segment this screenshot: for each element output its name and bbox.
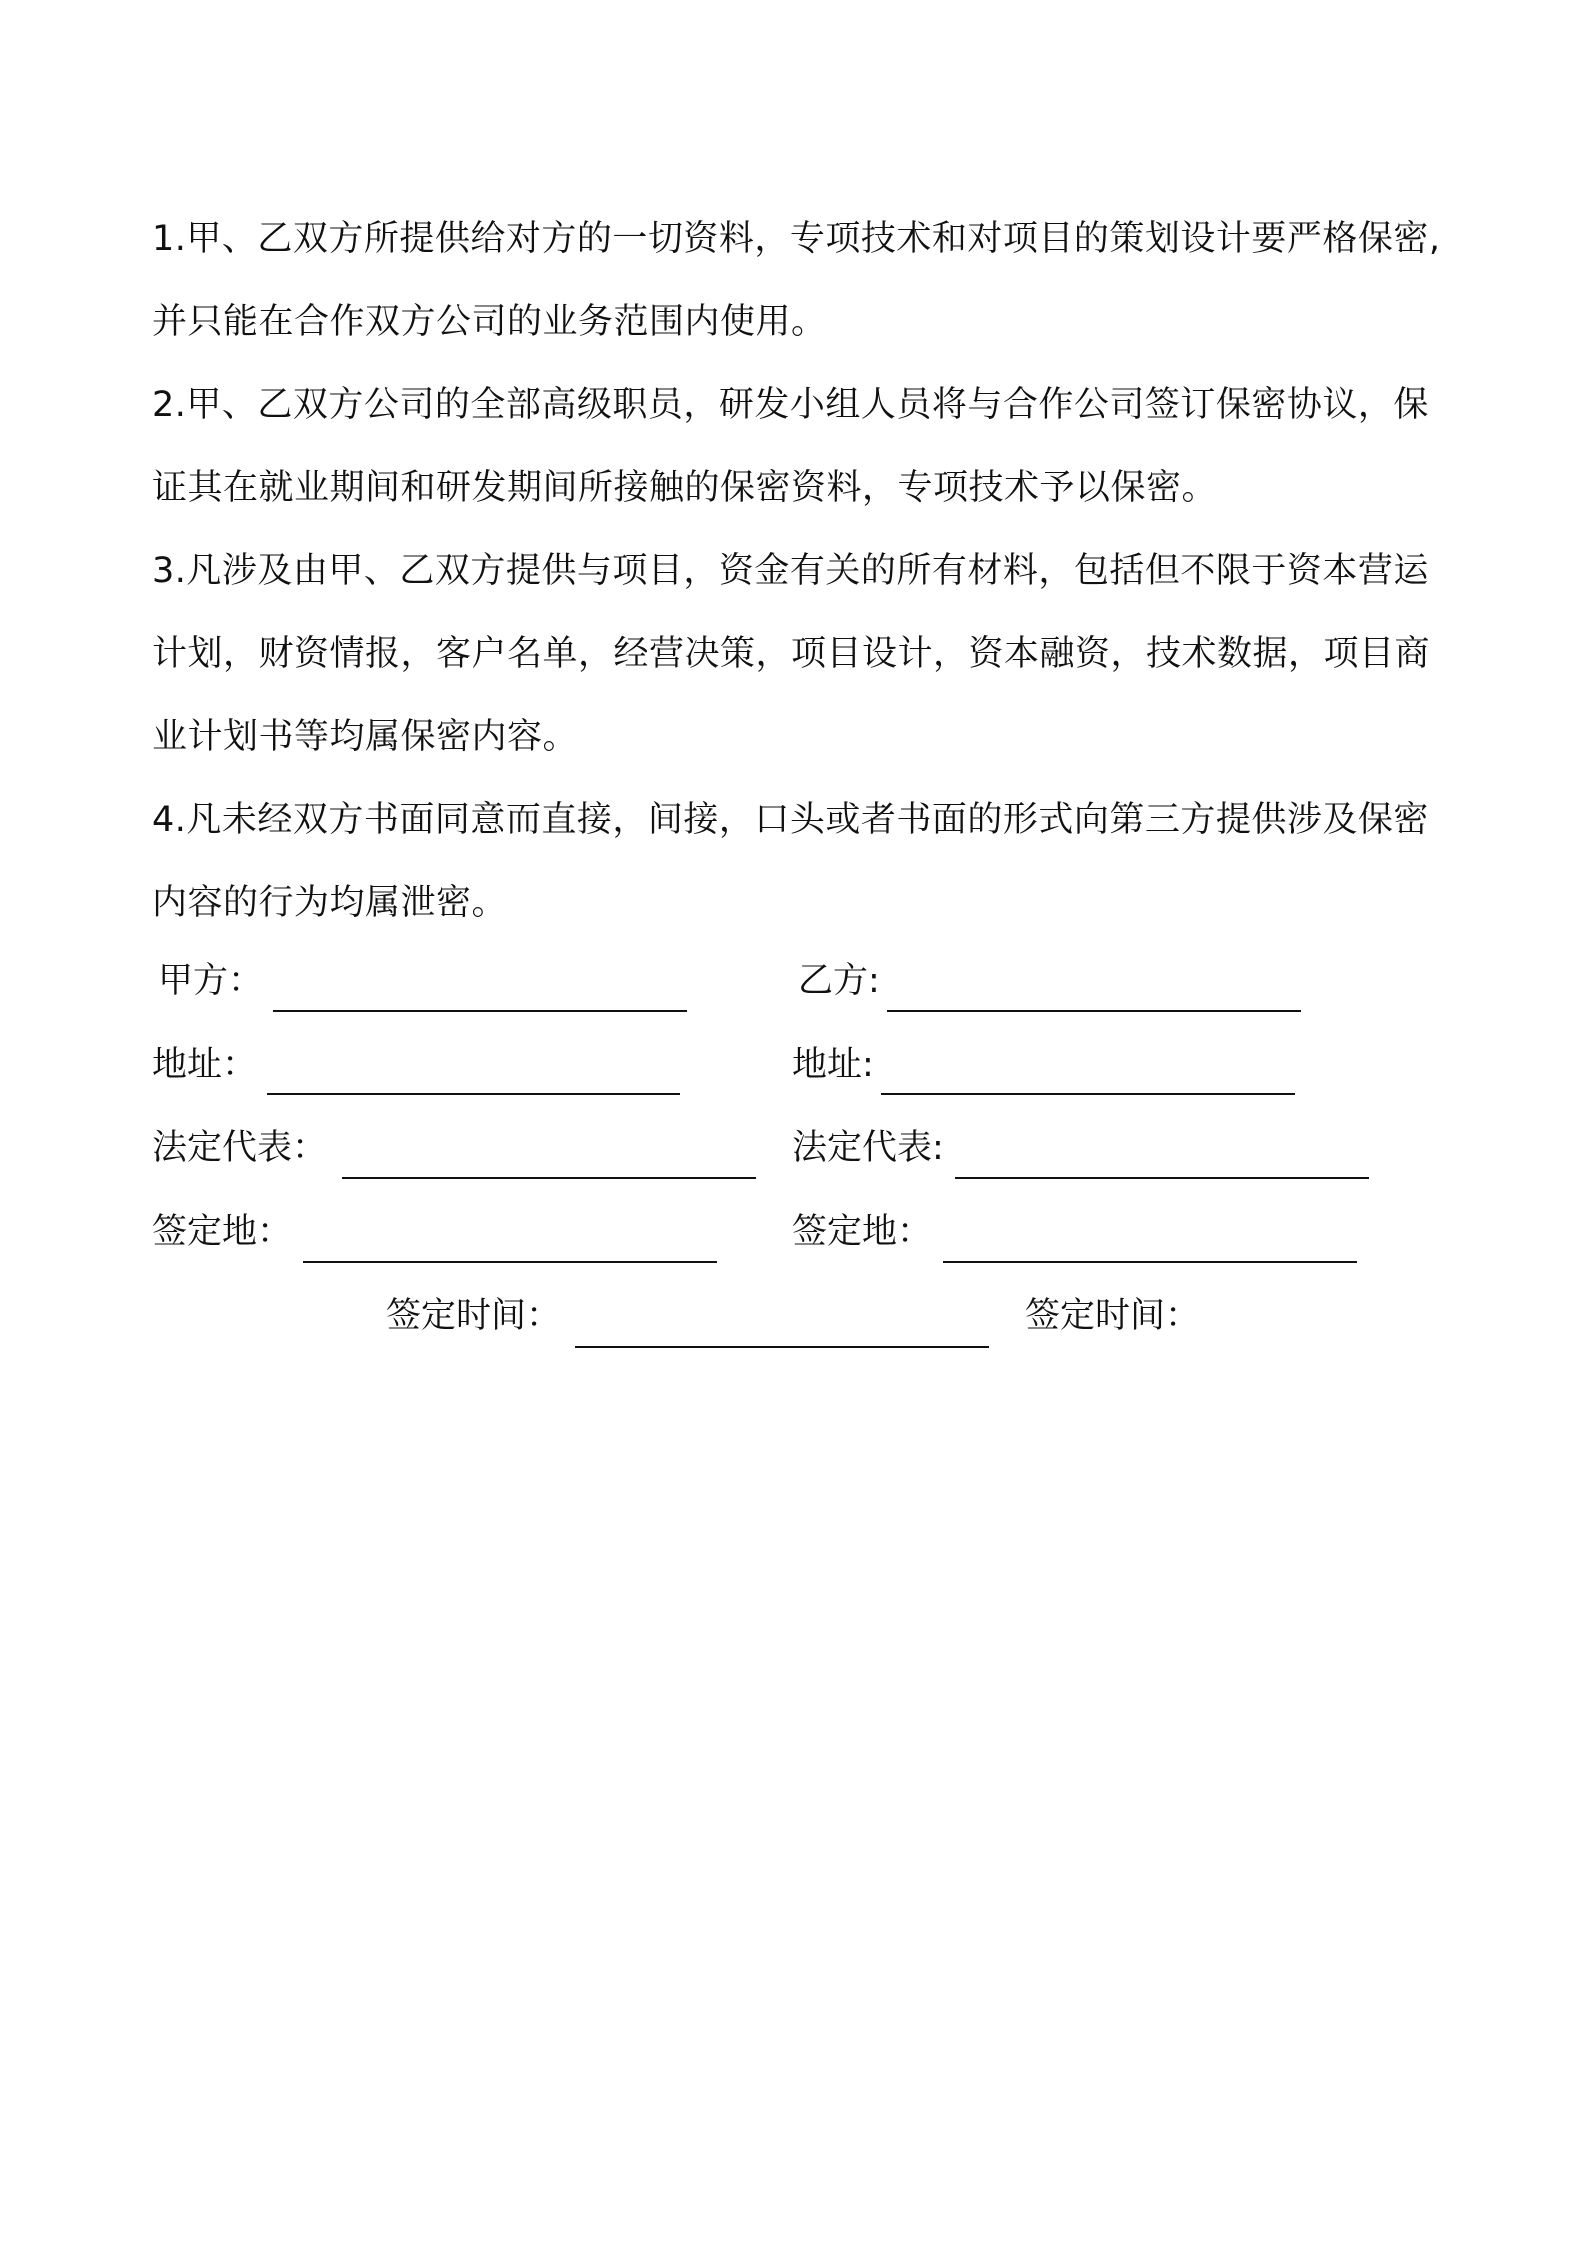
date-a-blank[interactable] (575, 1346, 989, 1348)
legal-rep-b-label: 法定代表: (792, 1128, 944, 1168)
address-a-blank[interactable] (267, 1093, 680, 1095)
address-b-label: 地址: (792, 1045, 874, 1085)
legal-rep-b-blank[interactable] (955, 1177, 1369, 1179)
clause-3: 3.凡涉及由甲、乙双方提供与项目，资金有关的所有材料，包括但不限于资本营运计划，财资情报，客户名单，经营决策，项目设计，资本融资，技术数据，项目商业计划书等均属保密内容。 (152, 551, 1431, 757)
date-b-label: 签定时间： (1025, 1296, 1201, 1336)
clause-1: 1.甲、乙双方所提供给对方的一切资料，专项技术和对项目的策划设计要严格保密,并只能在合作双方公司的业务范围内使用。 (152, 219, 1441, 342)
legal-rep-a-label: 法定代表： (152, 1128, 328, 1168)
place-a-label: 签定地： (152, 1212, 293, 1252)
legal-rep-a-blank[interactable] (342, 1177, 756, 1179)
place-b-blank[interactable] (943, 1261, 1357, 1263)
confidentiality-clauses (152, 198, 1452, 945)
address-b-blank[interactable] (881, 1093, 1295, 1095)
party-b-blank[interactable] (887, 1010, 1301, 1012)
clause-4: 4.凡未经双方书面同意而直接，间接，口头或者书面的形式向第三方提供涉及保密内容的行为均属泄密。 (152, 800, 1429, 923)
party-a-blank[interactable] (273, 1010, 687, 1012)
party-a-label: 甲方： (158, 961, 264, 1001)
place-a-blank[interactable] (303, 1261, 717, 1263)
clause-2: 2.甲、乙双方公司的全部高级职员，研发小组人员将与合作公司签订保密协议，保证其在就业期间和研发期间所接触的保密资料，专项技术予以保密。 (152, 385, 1429, 508)
place-b-label: 签定地： (792, 1212, 933, 1252)
address-a-label: 地址： (152, 1045, 258, 1085)
party-b-label: 乙方: (798, 961, 880, 1001)
date-a-label: 签定时间： (386, 1296, 562, 1336)
